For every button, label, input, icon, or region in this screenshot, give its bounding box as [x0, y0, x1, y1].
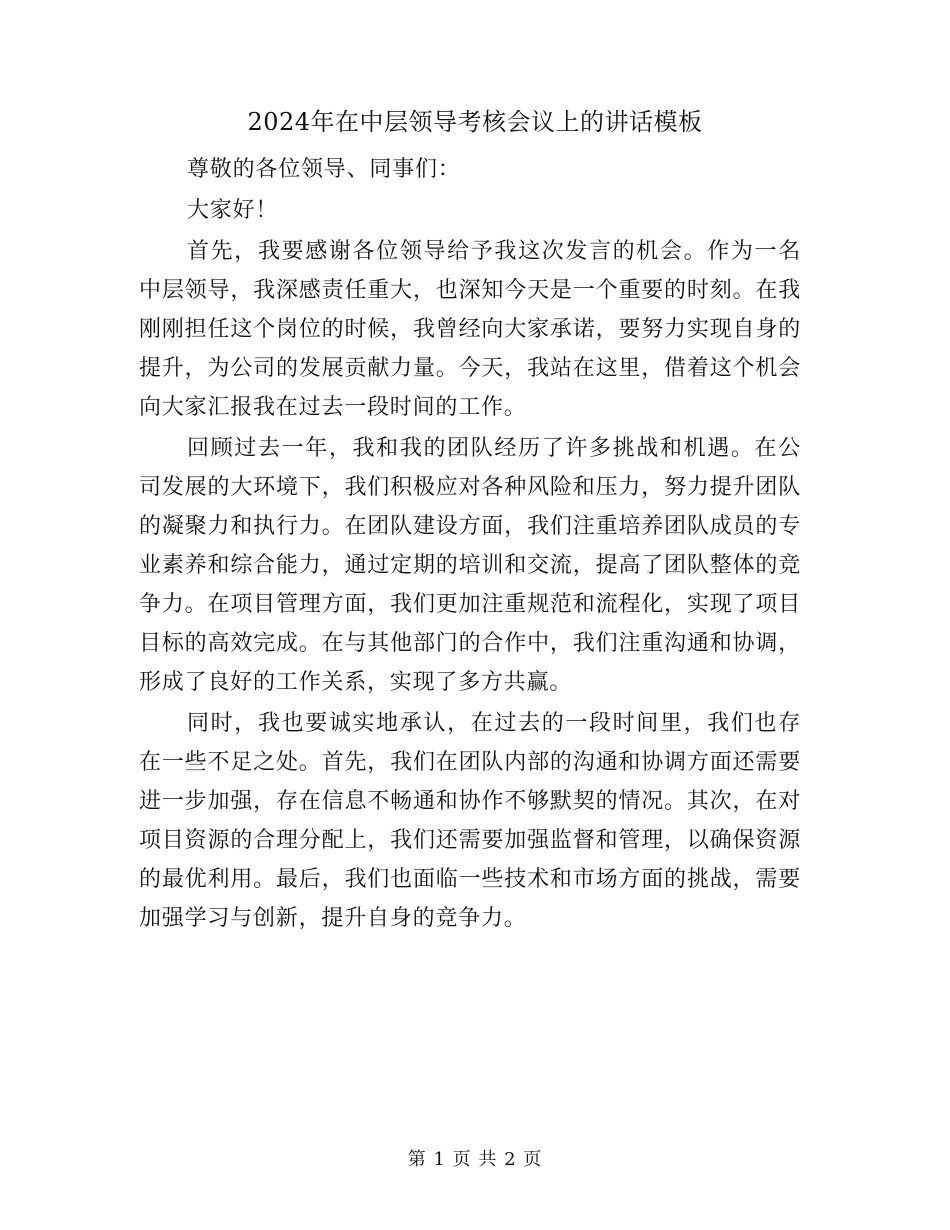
paragraph-1: 首先，我要感谢各位领导给予我这次发言的机会。作为一名中层领导，我深感责任重大，也深知今天是一个重要的时刻。在我刚刚担任这个岗位的时候，我曾经向大家承诺，要努力实现自身的提升，为公司的发展贡献力量。今天，我站在这里，借着这个机会向大家汇报我在过去一段时间的工作。 — [139, 239, 801, 420]
paragraph-3: 同时，我也要诚实地承认，在过去的一段时间里，我们也存在一些不足之处。首先，我们在团队内部的沟通和协调方面还需要进一步加强，存在信息不畅通和协作不够默契的情况。其次，在对项目资源的合理分配上，我们还需要加强监督和管理，以确保资源的最优利用。最后，我们也面临一些技术和市场方面的挑战，需要加强学习与创新，提升自身的竞争力。 — [139, 711, 801, 931]
greeting: 大家好！ — [187, 198, 279, 223]
document-title: 2024年在中层领导考核会议上的讲话模板 — [247, 108, 703, 136]
salutation: 尊敬的各位领导、同事们： — [187, 157, 461, 182]
document-body — [139, 150, 801, 940]
page-footer: 第 1 页 共 2 页 — [407, 1149, 543, 1170]
paragraph-2: 回顾过去一年，我和我的团队经历了许多挑战和机遇。在公司发展的大环境下，我们积极应对各种风险和压力，努力提升团队的凝聚力和执行力。在团队建设方面，我们注重培养团队成员的专业素养和综合能力，通过定期的培训和交流，提高了团队整体的竞争力。在项目管理方面，我们更加注重规范和流程化，实现了项目目标的高效完成。在与其他部门的合作中，我们注重沟通和协调，形成了良好的工作关系，实现了多方共赢。 — [139, 436, 801, 695]
